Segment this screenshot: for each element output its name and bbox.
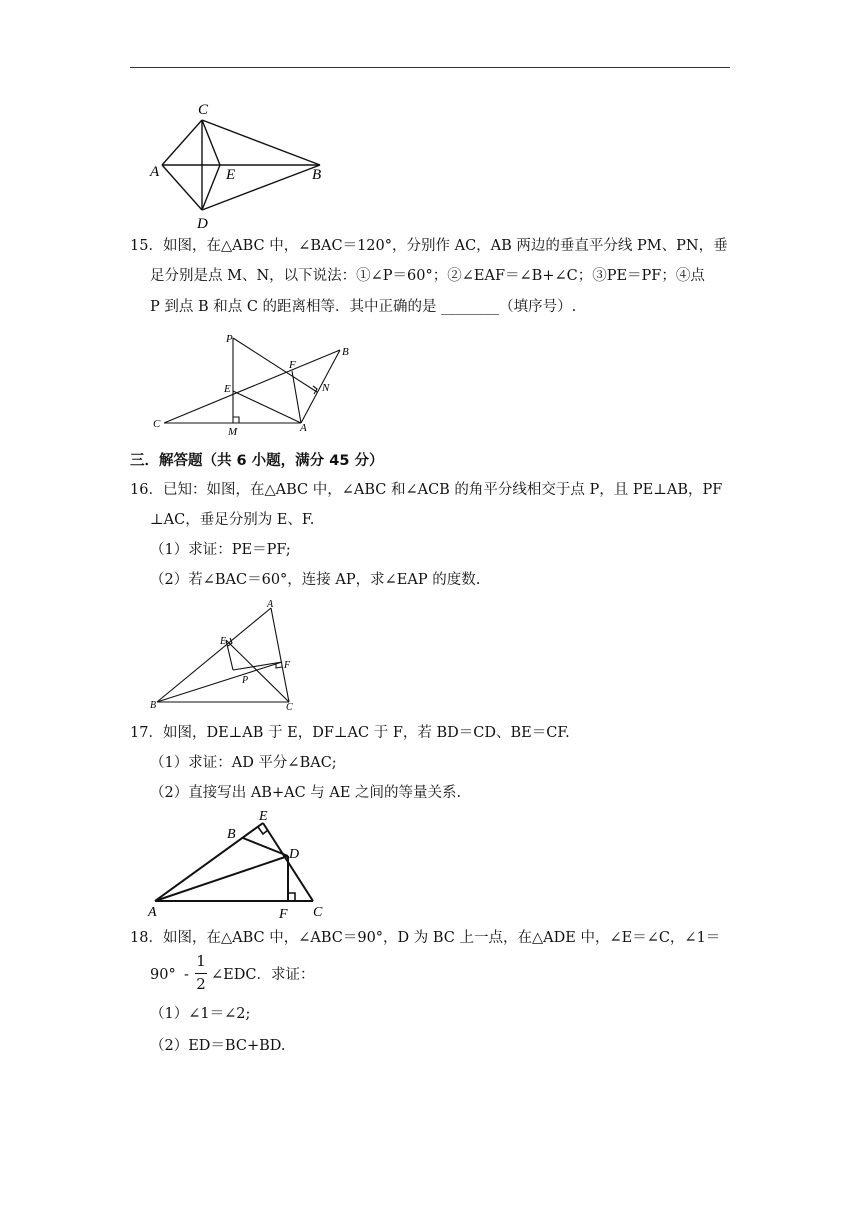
q17-label-c: C xyxy=(313,905,323,920)
q18-line1: 18．如图，在△ABC 中，∠ABC＝90°，D 为 BC 上一点，在△ADE 中，∠E＝∠C，∠1＝ xyxy=(130,930,721,946)
q15-label-n: N xyxy=(322,382,330,394)
figure-kite xyxy=(140,98,340,233)
label-c: C xyxy=(198,102,209,118)
q16-part1: （1）求证：PE＝PF; xyxy=(150,542,291,558)
q15-label-e: E xyxy=(224,383,231,395)
label-a: A xyxy=(150,164,160,180)
q16-label-e: E xyxy=(220,636,227,647)
label-e: E xyxy=(226,167,236,183)
q16-line2: ⊥AC，垂足分别为 E、F. xyxy=(150,512,315,528)
q16-label-c: C xyxy=(286,702,293,713)
figure-q15 xyxy=(150,330,370,440)
q17-label-d: D xyxy=(289,847,300,862)
q17-line1: 17．如图，DE⊥AB 于 E，DF⊥AC 于 F，若 BD＝CD、BE＝CF. xyxy=(130,725,570,741)
figure-q16 xyxy=(145,598,305,713)
q15-label-c: C xyxy=(153,418,161,430)
q16-line1: 16．已知：如图，在△ABC 中，∠ABC 和∠ACB 的角平分线相交于点 P，且 PE⊥AB，PF xyxy=(130,482,723,498)
q15-label-b: B xyxy=(342,346,349,358)
q17-part2: （2）直接写出 AB+AC 与 AE 之间的等量关系. xyxy=(150,785,462,801)
q18-line2-minus: - xyxy=(184,967,189,983)
label-d: D xyxy=(197,216,208,232)
q15-label-m: M xyxy=(228,426,238,438)
q16-label-b: B xyxy=(150,700,157,711)
q15-label-f: F xyxy=(289,359,296,371)
q18-line2-b: ∠EDC．求证： xyxy=(211,967,315,983)
header-rule xyxy=(130,67,730,68)
q17-label-f: F xyxy=(279,907,288,922)
q18-fraction-denominator: 2 xyxy=(196,975,206,993)
q18-fraction-numerator: 1 xyxy=(196,952,206,970)
q16-label-f: F xyxy=(284,660,291,671)
q15-label-a: A xyxy=(300,422,307,434)
q15-line2: 足分别是点 M、N，以下说法：①∠P＝60°；②∠EAF＝∠B+∠C；③PE＝PF；④点 xyxy=(150,268,705,284)
q17-part1: （1）求证：AD 平分∠BAC; xyxy=(150,755,337,771)
q15-label-p: P xyxy=(226,333,233,345)
q18-part1: （1）∠1＝∠2; xyxy=(150,1006,251,1022)
q16-label-a: A xyxy=(267,599,274,610)
figure-q17 xyxy=(145,806,335,921)
q17-label-b: B xyxy=(227,827,236,842)
q15-line1: 15．如图，在△ABC 中，∠BAC＝120°，分别作 AC，AB 两边的垂直平分线 PM、PN，垂 xyxy=(130,238,728,254)
q18-fraction-bar xyxy=(195,973,207,974)
q18-line2-a: 90° xyxy=(150,967,176,983)
label-b: B xyxy=(312,167,322,183)
q16-part2: （2）若∠BAC＝60°，连接 AP，求∠EAP 的度数. xyxy=(150,572,481,588)
q15-line3: P 到点 B 和点 C 的距离相等．其中正确的是 ________（填序号）. xyxy=(150,299,577,315)
q18-part2: （2）ED＝BC+BD. xyxy=(150,1038,286,1054)
q17-label-e: E xyxy=(259,809,268,824)
q16-label-p: P xyxy=(242,675,249,686)
section-heading: 三．解答题（共 6 小题，满分 45 分） xyxy=(130,453,384,469)
q17-label-a: A xyxy=(148,905,157,920)
